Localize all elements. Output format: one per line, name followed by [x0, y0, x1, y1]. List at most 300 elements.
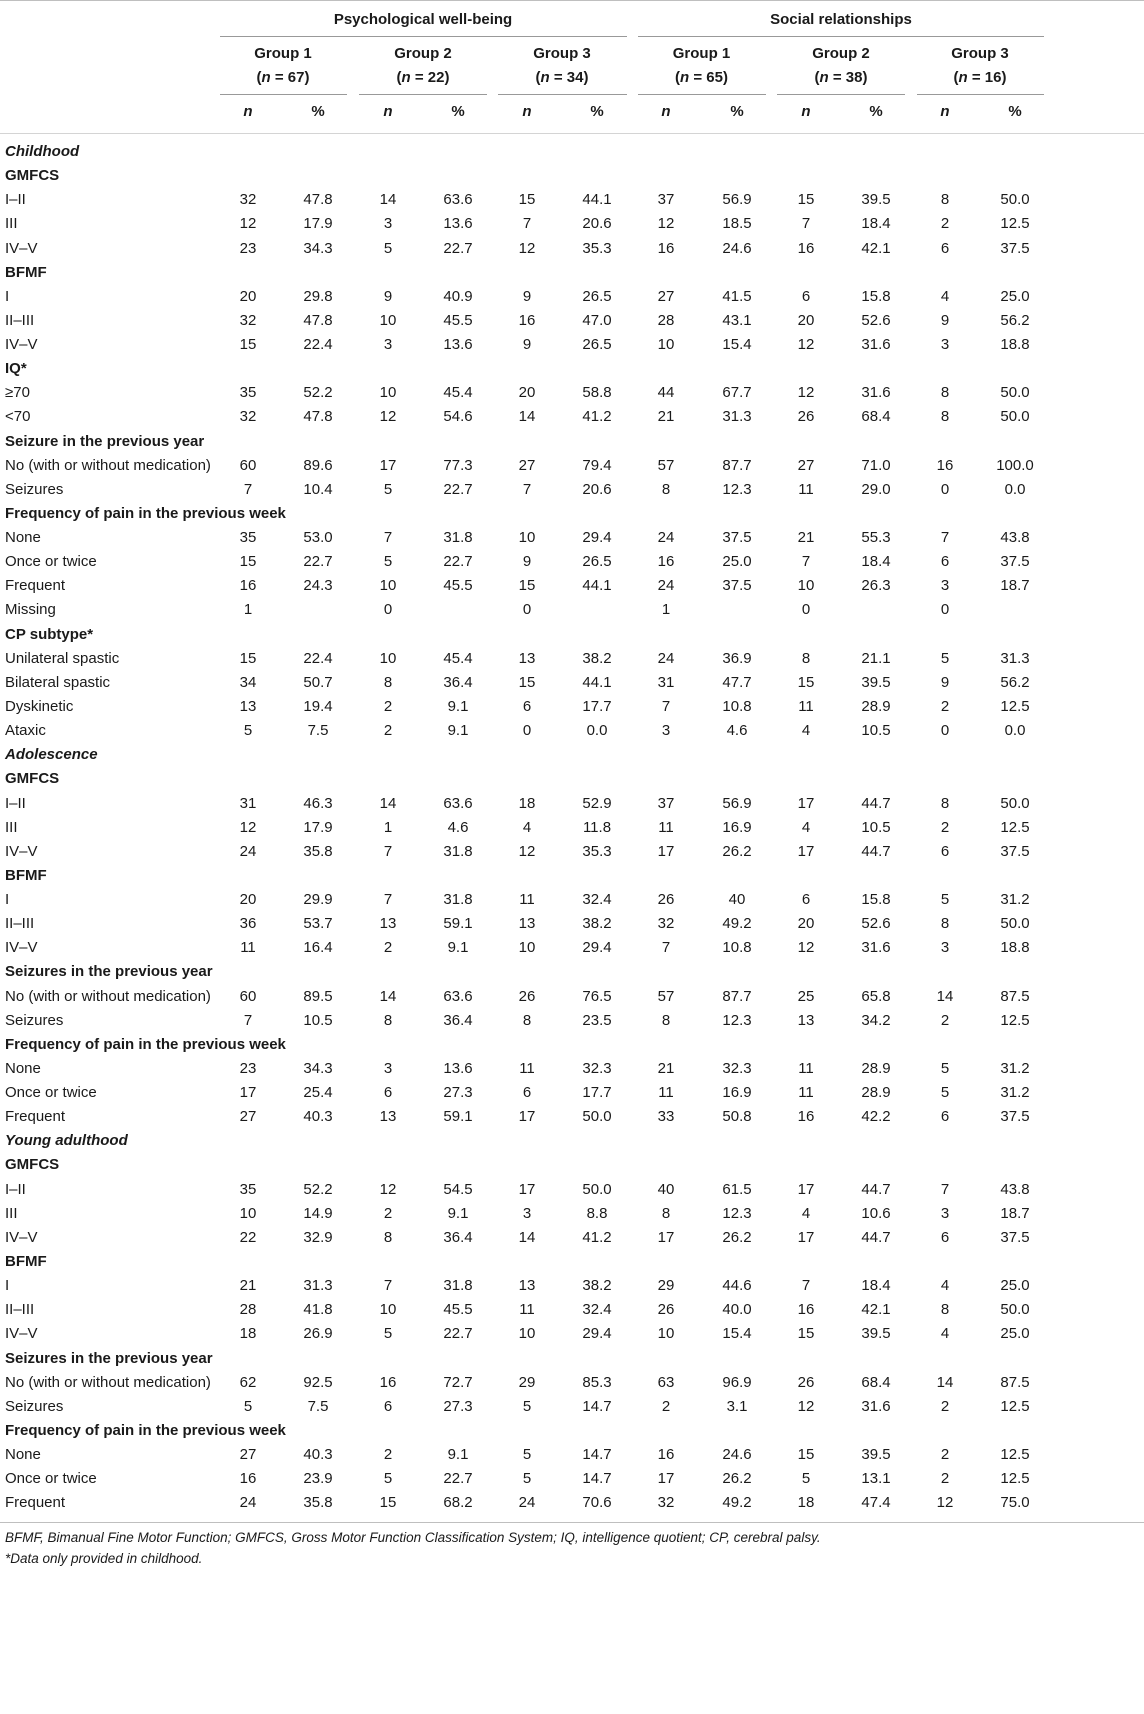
subgroup-n: (n = 16)	[953, 69, 1007, 86]
cell-pct: 25.0	[1000, 287, 1030, 305]
row-label: Dyskinetic	[5, 697, 74, 715]
category-label: GMFCS	[5, 167, 60, 185]
cell-n: 3	[383, 1059, 393, 1077]
cell-pct: 16.9	[722, 818, 752, 836]
col-header-pct: %	[590, 103, 604, 120]
section-label: Adolescence	[5, 746, 98, 764]
cell-pct: 22.4	[303, 649, 333, 667]
subgroup-title: Group 2	[812, 45, 870, 62]
cell-n: 4	[940, 287, 950, 305]
cell-n: 24	[239, 1494, 257, 1512]
cell-pct: 14.7	[582, 1397, 612, 1415]
col-header-n: n	[522, 103, 532, 120]
cell-pct: 75.0	[1000, 1494, 1030, 1512]
cell-n: 9	[522, 336, 532, 354]
cell-n: 7	[940, 529, 950, 547]
cell-pct: 52.9	[582, 794, 612, 812]
cell-pct: 76.5	[582, 987, 612, 1005]
cell-pct: 87.5	[1000, 987, 1030, 1005]
cell-n: 18	[797, 1494, 815, 1512]
cell-pct: 18.8	[1000, 939, 1030, 957]
row-label: No (with or without medication)	[5, 987, 211, 1005]
cell-n: 26	[657, 891, 675, 909]
cell-n: 14	[518, 1228, 536, 1246]
cell-pct: 29.9	[303, 891, 333, 909]
cell-pct: 29.4	[582, 529, 612, 547]
cell-pct: 49.2	[722, 915, 752, 933]
cell-pct: 37.5	[722, 577, 752, 595]
cell-n: 2	[383, 1204, 393, 1222]
cell-pct: 43.1	[722, 311, 752, 329]
cell-pct: 15.8	[861, 891, 891, 909]
cell-pct: 63.6	[443, 794, 473, 812]
cell-n: 13	[379, 915, 397, 933]
cell-pct: 0.0	[1004, 480, 1026, 498]
cell-n: 10	[239, 1204, 257, 1222]
cell-pct: 27.3	[443, 1084, 473, 1102]
category-label: CP subtype*	[5, 625, 94, 643]
cell-n: 2	[383, 1446, 393, 1464]
cell-n: 31	[239, 794, 257, 812]
cell-n: 4	[940, 1325, 950, 1343]
cell-n: 20	[797, 915, 815, 933]
cell-pct: 45.4	[443, 384, 473, 402]
cell-pct: 10.5	[303, 1011, 333, 1029]
cell-pct: 47.4	[861, 1494, 891, 1512]
category-label: BFMF	[5, 866, 47, 884]
cell-n: 5	[383, 1470, 393, 1488]
cell-pct: 28.9	[861, 1059, 891, 1077]
cell-n: 8	[661, 1204, 671, 1222]
cell-pct: 72.7	[443, 1373, 473, 1391]
cell-pct: 52.6	[861, 915, 891, 933]
cell-n: 24	[657, 577, 675, 595]
cell-pct: 89.6	[303, 456, 333, 474]
cell-pct: 12.5	[1000, 1446, 1030, 1464]
cell-n: 60	[239, 456, 257, 474]
cell-n: 3	[940, 939, 950, 957]
group-title: Psychological well-being	[333, 11, 513, 28]
col-header-n: n	[383, 103, 393, 120]
cell-pct: 25.0	[1000, 1325, 1030, 1343]
cell-n: 7	[801, 1277, 811, 1295]
cell-pct: 71.0	[861, 456, 891, 474]
cell-pct: 36.9	[722, 649, 752, 667]
cell-pct: 34.3	[303, 239, 333, 257]
cell-pct: 31.3	[1000, 649, 1030, 667]
cell-n: 22	[239, 1228, 257, 1246]
category-label: Seizures in the previous year	[5, 1349, 213, 1367]
cell-pct: 37.5	[722, 529, 752, 547]
cell-pct: 10.6	[861, 1204, 891, 1222]
cell-n: 3	[940, 577, 950, 595]
cell-pct: 41.5	[722, 287, 752, 305]
cell-n: 7	[522, 215, 532, 233]
cell-pct: 40.0	[722, 1301, 752, 1319]
cell-n: 15	[239, 553, 257, 571]
cell-n: 2	[940, 215, 950, 233]
n-value: = 16)	[967, 69, 1007, 86]
cell-n: 4	[801, 722, 811, 740]
cell-n: 2	[940, 1446, 950, 1464]
cell-n: 6	[940, 239, 950, 257]
cell-n: 5	[243, 1397, 253, 1415]
cell-n: 10	[657, 336, 675, 354]
cell-n: 6	[940, 553, 950, 571]
cell-n: 9	[383, 287, 393, 305]
cell-pct: 31.6	[861, 336, 891, 354]
cell-pct: 32.3	[722, 1059, 752, 1077]
cell-n: 24	[239, 842, 257, 860]
cell-n: 14	[379, 794, 397, 812]
cell-n: 7	[940, 1180, 950, 1198]
cell-pct: 9.1	[447, 939, 469, 957]
cell-pct: 4.6	[447, 818, 469, 836]
cell-n: 7	[243, 1011, 253, 1029]
subgroup-underline	[917, 94, 1044, 95]
cell-pct: 14.9	[303, 1204, 333, 1222]
cell-pct: 50.0	[1000, 1301, 1030, 1319]
cell-pct: 9.1	[447, 1204, 469, 1222]
cell-pct: 50.0	[1000, 915, 1030, 933]
cell-pct: 16.4	[303, 939, 333, 957]
cell-n: 10	[379, 1301, 397, 1319]
cell-n: 2	[940, 1397, 950, 1415]
cell-n: 7	[243, 480, 253, 498]
row-label: IV–V	[5, 939, 38, 957]
cell-n: 6	[522, 1084, 532, 1102]
row-label: Ataxic	[5, 722, 46, 740]
cell-n: 15	[797, 191, 815, 209]
n-symbol: n	[540, 69, 550, 86]
cell-n: 7	[383, 1277, 393, 1295]
cell-n: 8	[940, 191, 950, 209]
cell-pct: 10.5	[861, 722, 891, 740]
cell-pct: 29.4	[582, 939, 612, 957]
col-header-n: n	[243, 103, 253, 120]
row-label: III	[5, 1204, 18, 1222]
cell-pct: 32.3	[582, 1059, 612, 1077]
row-label: Bilateral spastic	[5, 673, 111, 691]
cell-n: 21	[797, 529, 815, 547]
cell-pct: 17.9	[303, 818, 333, 836]
cell-pct: 63.6	[443, 987, 473, 1005]
cell-pct: 41.8	[303, 1301, 333, 1319]
cell-n: 16	[657, 239, 675, 257]
row-label: Once or twice	[5, 1470, 97, 1488]
cell-pct: 36.4	[443, 673, 473, 691]
cell-n: 7	[661, 697, 671, 715]
cell-pct: 13.1	[861, 1470, 891, 1488]
cell-pct: 20.6	[582, 480, 612, 498]
cell-n: 7	[801, 215, 811, 233]
cell-n: 10	[379, 577, 397, 595]
category-label: Frequency of pain in the previous week	[5, 1421, 286, 1439]
group-title-underline	[220, 36, 627, 37]
cell-n: 0	[383, 601, 393, 619]
row-label: ≥70	[5, 384, 30, 402]
cell-pct: 26.2	[722, 1228, 752, 1246]
cell-n: 16	[518, 311, 536, 329]
row-label: Unilateral spastic	[5, 649, 120, 667]
cell-n: 7	[383, 891, 393, 909]
row-label: None	[5, 529, 41, 547]
cell-n: 31	[657, 673, 675, 691]
cell-n: 21	[657, 1059, 675, 1077]
cell-pct: 39.5	[861, 191, 891, 209]
cell-n: 8	[940, 915, 950, 933]
cell-pct: 31.8	[443, 1277, 473, 1295]
cell-pct: 35.8	[303, 1494, 333, 1512]
n-value: = 38)	[828, 69, 868, 86]
cell-n: 11	[240, 939, 256, 957]
category-label: BFMF	[5, 1252, 47, 1270]
category-label: Seizures in the previous year	[5, 963, 213, 981]
cell-n: 6	[383, 1397, 393, 1415]
cell-n: 20	[797, 311, 815, 329]
cell-n: 6	[801, 891, 811, 909]
cell-pct: 43.8	[1000, 1180, 1030, 1198]
col-header-pct: %	[311, 103, 325, 120]
row-label: Once or twice	[5, 553, 97, 571]
cell-n: 16	[379, 1373, 397, 1391]
cell-n: 12	[379, 1180, 397, 1198]
cell-n: 8	[661, 480, 671, 498]
cell-pct: 42.1	[861, 239, 891, 257]
n-value: = 65)	[689, 69, 728, 86]
cell-pct: 14.7	[582, 1446, 612, 1464]
cell-n: 12	[936, 1494, 954, 1512]
cell-pct: 18.4	[861, 215, 891, 233]
cell-pct: 9.1	[447, 1446, 469, 1464]
cell-pct: 42.2	[861, 1108, 891, 1126]
cell-pct: 44.7	[861, 1228, 891, 1246]
cell-pct: 22.7	[443, 239, 473, 257]
cell-pct: 23.5	[582, 1011, 612, 1029]
cell-n: 44	[657, 384, 675, 402]
cell-pct: 11.8	[582, 818, 612, 836]
cell-pct: 10.5	[861, 818, 891, 836]
n-symbol: n	[261, 69, 271, 86]
cell-pct: 34.2	[861, 1011, 891, 1029]
cell-pct: 25.0	[722, 553, 752, 571]
cell-n: 32	[657, 915, 675, 933]
subgroup-title: Group 3	[951, 45, 1009, 62]
cell-n: 15	[797, 673, 815, 691]
cell-pct: 13.6	[443, 336, 473, 354]
cell-pct: 7.5	[307, 722, 329, 740]
cell-pct: 56.9	[722, 794, 752, 812]
subgroup-underline	[638, 94, 766, 95]
cell-n: 15	[239, 336, 257, 354]
cell-n: 15	[518, 673, 536, 691]
row-label: Seizures	[5, 480, 64, 498]
cell-n: 7	[522, 480, 532, 498]
cell-n: 6	[522, 697, 532, 715]
cell-pct: 59.1	[443, 1108, 473, 1126]
table-bottom-rule	[0, 1522, 1144, 1523]
cell-pct: 26.3	[861, 577, 891, 595]
cell-n: 0	[522, 722, 532, 740]
cell-pct: 44.7	[861, 842, 891, 860]
header-divider	[0, 133, 1144, 134]
cell-pct: 39.5	[861, 1325, 891, 1343]
cell-n: 16	[239, 1470, 257, 1488]
cell-n: 13	[379, 1108, 397, 1126]
cell-n: 5	[383, 239, 393, 257]
n-symbol: n	[819, 69, 829, 86]
cell-n: 1	[661, 601, 671, 619]
cell-pct: 42.1	[861, 1301, 891, 1319]
cell-n: 16	[936, 456, 954, 474]
cell-pct: 22.7	[443, 553, 473, 571]
cell-pct: 44.6	[722, 1277, 752, 1295]
cell-n: 27	[239, 1108, 257, 1126]
cell-n: 14	[379, 191, 397, 209]
cell-pct: 31.2	[1000, 891, 1030, 909]
cell-n: 34	[239, 673, 257, 691]
cell-pct: 12.5	[1000, 818, 1030, 836]
category-label: Frequency of pain in the previous week	[5, 504, 286, 522]
cell-n: 17	[239, 1084, 257, 1102]
row-label: IV–V	[5, 842, 38, 860]
footnote: *Data only provided in childhood.	[5, 1551, 203, 1567]
cell-n: 27	[518, 456, 536, 474]
cell-n: 10	[657, 1325, 675, 1343]
cell-pct: 50.0	[1000, 384, 1030, 402]
cell-pct: 15.4	[722, 1325, 752, 1343]
cell-pct: 36.4	[443, 1228, 473, 1246]
cell-pct: 14.7	[582, 1470, 612, 1488]
cell-n: 20	[239, 287, 257, 305]
cell-n: 14	[518, 408, 536, 426]
col-header-pct: %	[730, 103, 744, 120]
cell-pct: 92.5	[303, 1373, 333, 1391]
cell-pct: 87.5	[1000, 1373, 1030, 1391]
row-label: II–III	[5, 915, 35, 933]
cell-n: 15	[797, 1325, 815, 1343]
cell-pct: 38.2	[582, 915, 612, 933]
cell-n: 0	[940, 480, 950, 498]
cell-n: 10	[379, 311, 397, 329]
cell-pct: 32.4	[582, 891, 612, 909]
cell-n: 21	[239, 1277, 257, 1295]
row-label: I	[5, 287, 10, 305]
cell-n: 6	[940, 842, 950, 860]
col-header-n: n	[661, 103, 671, 120]
cell-pct: 67.7	[722, 384, 752, 402]
cell-pct: 100.0	[996, 456, 1034, 474]
cell-n: 27	[657, 287, 675, 305]
cell-n: 26	[797, 408, 815, 426]
cell-n: 8	[940, 384, 950, 402]
cell-pct: 0.0	[586, 722, 608, 740]
cell-pct: 18.8	[1000, 336, 1030, 354]
cell-n: 14	[936, 1373, 954, 1391]
cell-n: 9	[940, 673, 950, 691]
cell-pct: 19.4	[303, 697, 333, 715]
cell-n: 33	[657, 1108, 675, 1126]
cell-n: 15	[797, 1446, 815, 1464]
row-label: IV–V	[5, 1325, 38, 1343]
cell-pct: 50.0	[1000, 191, 1030, 209]
cell-n: 32	[657, 1494, 675, 1512]
cell-n: 5	[940, 649, 950, 667]
cell-n: 13	[518, 1277, 536, 1295]
cell-n: 23	[239, 1059, 257, 1077]
cell-n: 11	[519, 1301, 535, 1319]
n-symbol: n	[958, 69, 968, 86]
cell-n: 17	[657, 1470, 675, 1488]
col-header-pct: %	[869, 103, 883, 120]
cell-pct: 31.8	[443, 842, 473, 860]
cell-n: 12	[657, 215, 675, 233]
cell-pct: 12.3	[722, 1011, 752, 1029]
cell-pct: 24.3	[303, 577, 333, 595]
subgroup-title: Group 3	[533, 45, 591, 62]
cell-n: 15	[239, 649, 257, 667]
cell-n: 25	[797, 987, 815, 1005]
cell-n: 16	[797, 1301, 815, 1319]
cell-pct: 54.5	[443, 1180, 473, 1198]
cell-pct: 56.2	[1000, 311, 1030, 329]
cell-n: 35	[239, 1180, 257, 1198]
row-label: I–II	[5, 794, 26, 812]
cell-pct: 31.8	[443, 891, 473, 909]
cell-n: 15	[379, 1494, 397, 1512]
cell-n: 2	[383, 722, 393, 740]
cell-n: 28	[239, 1301, 257, 1319]
cell-n: 36	[239, 915, 257, 933]
cell-pct: 36.4	[443, 1011, 473, 1029]
cell-n: 17	[657, 1228, 675, 1246]
cell-pct: 10.8	[722, 697, 752, 715]
cell-n: 3	[522, 1204, 532, 1222]
cell-n: 26	[518, 987, 536, 1005]
cell-n: 10	[518, 529, 536, 547]
cell-pct: 53.0	[303, 529, 333, 547]
cell-n: 14	[379, 987, 397, 1005]
category-label: GMFCS	[5, 770, 60, 788]
cell-pct: 37.5	[1000, 239, 1030, 257]
cell-pct: 52.6	[861, 311, 891, 329]
cell-pct: 41.2	[582, 408, 612, 426]
cell-pct: 44.7	[861, 1180, 891, 1198]
cell-n: 8	[661, 1011, 671, 1029]
cell-n: 8	[522, 1011, 532, 1029]
row-label: II–III	[5, 311, 35, 329]
cell-n: 6	[940, 1108, 950, 1126]
cell-pct: 26.2	[722, 1470, 752, 1488]
cell-n: 1	[243, 601, 253, 619]
cell-n: 12	[518, 842, 536, 860]
cell-pct: 4.6	[726, 722, 748, 740]
cell-n: 20	[239, 891, 257, 909]
cell-pct: 50.0	[1000, 408, 1030, 426]
cell-n: 21	[657, 408, 675, 426]
subgroup-title: Group 1	[672, 45, 731, 62]
cell-n: 10	[379, 649, 397, 667]
cell-pct: 28.9	[861, 1084, 891, 1102]
cell-n: 12	[239, 215, 257, 233]
cell-pct: 31.3	[722, 408, 752, 426]
cell-n: 5	[383, 480, 393, 498]
cell-pct: 20.6	[582, 215, 612, 233]
cell-n: 27	[239, 1446, 257, 1464]
cell-pct: 10.4	[303, 480, 333, 498]
group-title: Social relationships	[770, 11, 912, 28]
cell-n: 13	[239, 697, 257, 715]
